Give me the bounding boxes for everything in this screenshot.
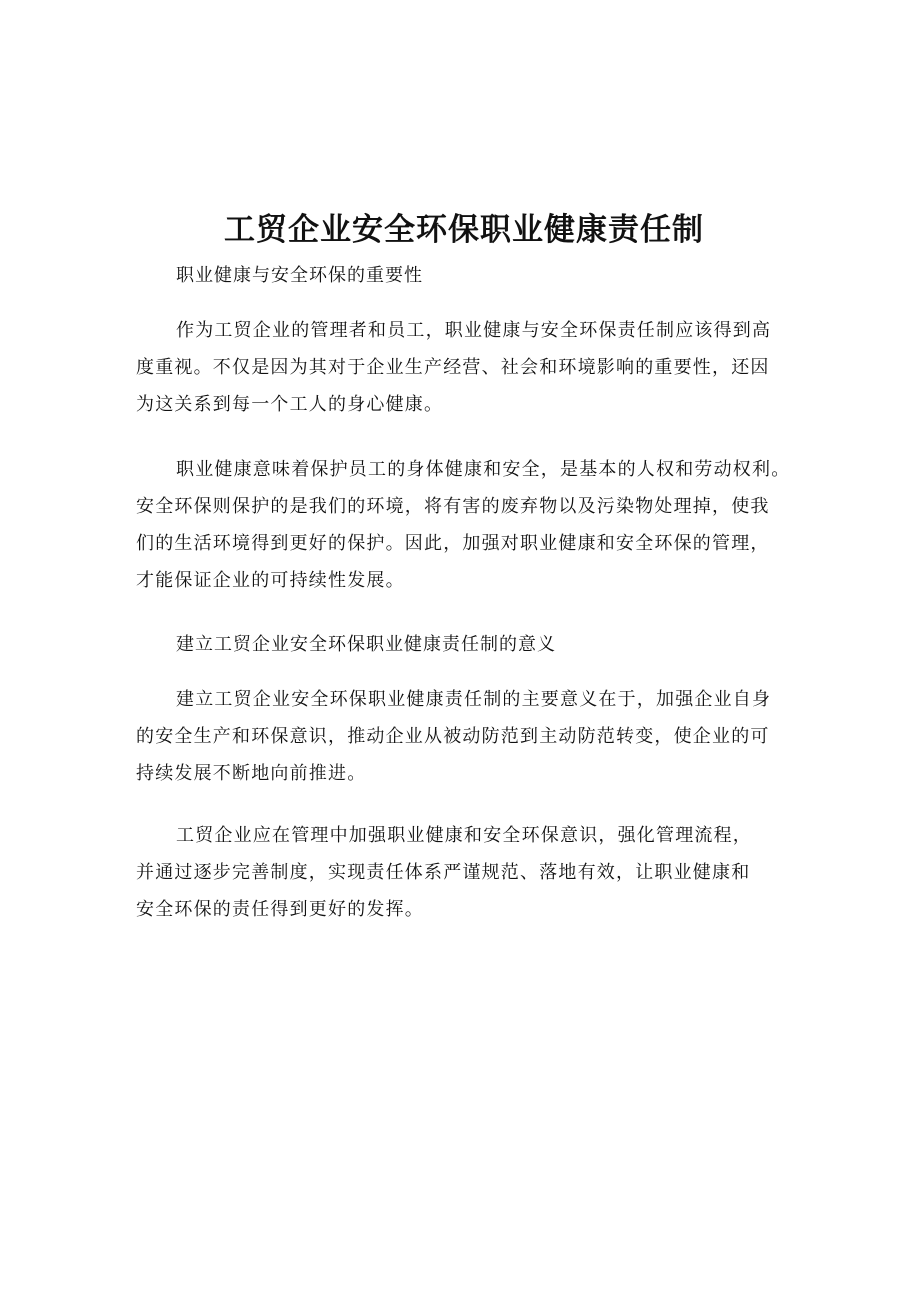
paragraph-1-line-2: 度重视。不仅是因为其对于企业生产经营、社会和环境影响的重要性，还因	[136, 357, 770, 378]
paragraph-2-line-3: 们的生活环境得到更好的保护。因此，加强对职业健康和安全环保的管理，	[136, 533, 770, 554]
paragraph-2-line-1: 职业健康意味着保护员工的身体健康和安全，是基本的人权和劳动权利。	[176, 459, 791, 480]
paragraph-4-line-3: 安全环保的责任得到更好的发挥。	[136, 899, 424, 920]
section-heading-importance: 职业健康与安全环保的重要性	[176, 265, 423, 286]
section-heading-significance: 建立工贸企业安全环保职业健康责任制的意义	[176, 634, 556, 655]
paragraph-2-line-4: 才能保证企业的可持续性发展。	[136, 570, 405, 591]
paragraph-2-line-2: 安全环保则保护的是我们的环境，将有害的废弃物以及污染物处理掉，使我	[136, 496, 770, 517]
paragraph-1-line-3: 为这关系到每一个工人的身心健康。	[136, 394, 444, 415]
document-title: 工贸企业安全环保职业健康责任制	[224, 212, 704, 248]
paragraph-1-line-1: 作为工贸企业的管理者和员工，职业健康与安全环保责任制应该得到高	[176, 320, 772, 341]
paragraph-3-line-1: 建立工贸企业安全环保职业健康责任制的主要意义在于，加强企业自身	[176, 689, 772, 710]
paragraph-3	[136, 681, 808, 792]
paragraph-4	[136, 817, 808, 928]
paragraph-3-line-2: 的安全生产和环保意识，推动企业从被动防范到主动防范转变，使企业的可	[136, 726, 770, 747]
paragraph-1	[136, 312, 808, 423]
paragraph-4-line-1: 工贸企业应在管理中加强职业健康和安全环保意识，强化管理流程，	[176, 825, 752, 846]
paragraph-3-line-3: 持续发展不断地向前推进。	[136, 763, 367, 784]
paragraph-4-line-2: 并通过逐步完善制度，实现责任体系严谨规范、落地有效，让职业健康和	[136, 862, 751, 883]
paragraph-2	[136, 451, 808, 599]
